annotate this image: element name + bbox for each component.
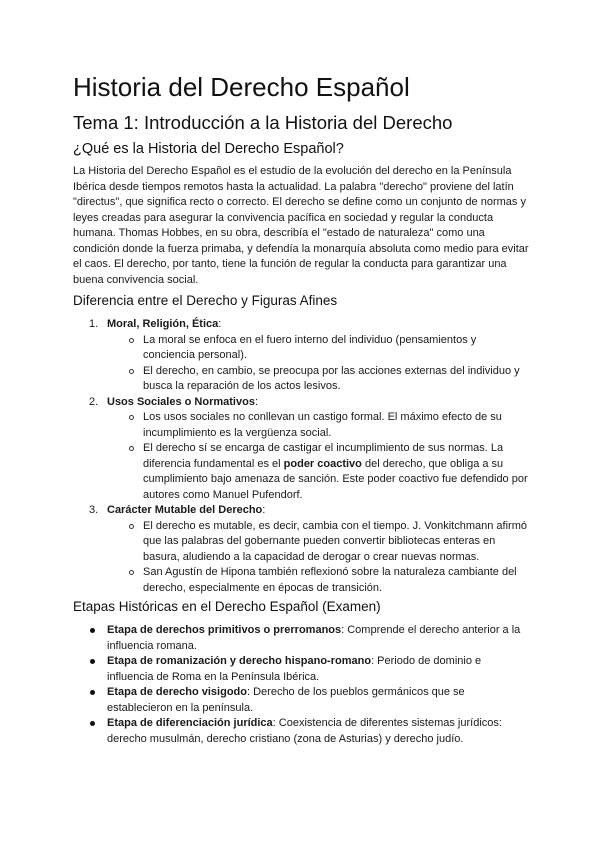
- sub-list-item: [107, 364, 530, 395]
- list-item: [73, 317, 530, 395]
- etapa-title: Etapa de diferenciación jurídica: [107, 717, 273, 729]
- disc-bullet-icon: [90, 628, 95, 633]
- sub-item-bold-text: poder coactivo: [283, 457, 362, 470]
- etapa-text: : Coexistencia de diferentes sistemas jurídicos: derecho musulmán, derecho cristiano (zona de Asturias) y derecho judío.: [107, 717, 502, 745]
- sub-item-text: El derecho es mutable, es decir, cambia con el tiempo. J. Vonkitchmann afirmó que las palabras del gobernante pueden convertir bibliotecas enteras en basura, aludiendo a la capacidad de derogar o crear nuevas normas.: [143, 519, 527, 563]
- list-item: [73, 395, 530, 504]
- diferencia-list: [73, 317, 530, 596]
- intro-paragraph: La Historia del Derecho Español es el estudio de la evolución del derecho en la Península Ibérica desde tiempos remotos hasta la actualidad. La palabra "derecho" proviene del latín "directus", que significa recto o correcto. El derecho se define como un conjunto de normas y leyes creadas para asegurar la convivencia pacífica en sociedad y regular la conducta humana. Thomas Hobbes, en su obra, describía el "estado de naturaleza" como una condición donde la fuerza primaba, y defendía la monarquía absoluta como medio para evitar el caos. El derecho, por tanto, tiene la función de regular la conducta para garantizar una buena convivencia social.: [73, 165, 529, 286]
- etapa-title: Etapa de derechos primitivos o prerromanos: [107, 624, 342, 636]
- list-item-title: Moral, Religión, Ética: [107, 318, 219, 330]
- document-title: Historia del Derecho Español: [73, 72, 410, 102]
- etapa-text: : Periodo de dominio e influencia de Roma en la Península Ibérica.: [107, 655, 482, 683]
- disc-bullet-icon: [90, 690, 95, 695]
- etapa-text: : Derecho de los pueblos germánicos que se establecieron en la península.: [107, 686, 465, 714]
- sub-list-item: [107, 410, 530, 441]
- etapas-list: [73, 623, 530, 747]
- sub-list: [107, 333, 530, 395]
- circle-bullet-icon: [129, 570, 134, 575]
- list-item: [73, 503, 530, 596]
- sub-list: [107, 519, 530, 597]
- list-item: [73, 685, 530, 716]
- sub-item-text: El derecho sí se encarga de castigar el incumplimiento de sus normas. La diferencia fundamental es el: [143, 442, 504, 470]
- sub-list-item: [107, 519, 530, 566]
- disc-bullet-icon: [90, 721, 95, 726]
- tema-heading: Tema 1: Introducción a la Historia del Derecho: [73, 112, 453, 133]
- sub-list-item: [107, 441, 530, 503]
- etapa-title: Etapa de derecho visigodo: [107, 686, 247, 698]
- section-heading-etapas: Etapas Históricas en el Derecho Español (Examen): [73, 599, 381, 614]
- sub-item-text: San Agustín de Hipona también reflexionó sobre la naturaleza cambiante del derecho, especialmente en épocas de transición.: [143, 566, 517, 594]
- list-item: [73, 716, 530, 747]
- list-item-suffix: :: [254, 395, 259, 408]
- disc-bullet-icon: [90, 659, 95, 664]
- sub-item-text: La moral se enfoca en el fuero interno del individuo (pensamientos y conciencia personal).: [143, 333, 477, 361]
- section-heading-diferencia: Diferencia entre el Derecho y Figuras Afines: [73, 293, 338, 308]
- sub-item-text: El derecho, en cambio, se preocupa por las acciones externas del individuo y busca la reparación de los actos lesivos.: [143, 364, 520, 392]
- circle-bullet-icon: [129, 446, 134, 451]
- etapa-text: : Comprende el derecho anterior a la influencia romana.: [107, 624, 521, 652]
- sub-list: [107, 410, 530, 503]
- circle-bullet-icon: [129, 415, 134, 420]
- sub-item-text: del derecho, que obliga a su cumplimiento bajo amenaza de sanción. Este poder coactivo fue defendido por autores como Manuel Pufendorf.: [143, 457, 528, 501]
- etapa-title: Etapa de romanización y derecho hispano-romano: [107, 655, 372, 667]
- list-item-suffix: :: [218, 318, 222, 330]
- list-number: 1.: [89, 318, 99, 330]
- sub-item-text: Los usos sociales no conllevan un castigo formal. El máximo efecto de su incumplimiento es la vergüenza social.: [143, 411, 502, 439]
- list-number: 2.: [89, 395, 99, 408]
- sub-list-item: [107, 333, 530, 364]
- list-item-suffix: :: [262, 504, 266, 516]
- circle-bullet-icon: [129, 338, 134, 343]
- circle-bullet-icon: [129, 524, 134, 529]
- list-item: [73, 623, 530, 654]
- list-item-title: Carácter Mutable del Derecho: [107, 504, 263, 516]
- list-item: [73, 654, 530, 685]
- circle-bullet-icon: [129, 369, 134, 374]
- sub-list-item: [107, 565, 530, 596]
- list-item-title: Usos Sociales o Normativos: [107, 395, 255, 408]
- section-heading-que-es: ¿Qué es la Historia del Derecho Español?: [73, 141, 344, 157]
- list-number: 3.: [89, 504, 99, 516]
